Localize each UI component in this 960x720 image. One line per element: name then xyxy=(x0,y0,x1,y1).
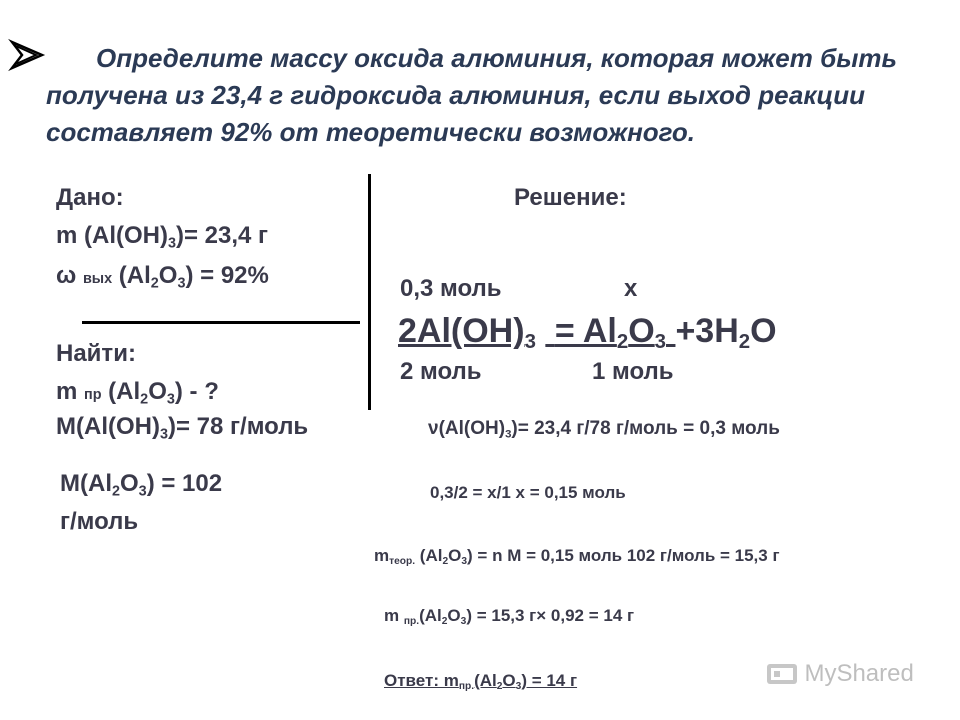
task-line-3: составляет 92% от теоретически возможного. xyxy=(46,117,696,147)
step-proportion: 0,3/2 = х/1 х = 0,15 моль xyxy=(430,483,626,502)
find-heading: Найти: xyxy=(56,340,136,367)
given-heading: Дано: xyxy=(56,184,124,211)
reaction-equation: $2Al(OH)_3 = Al_2O_3 +3H_2O$ xyxy=(398,312,777,354)
vertical-divider xyxy=(368,174,371,410)
find-mass: m пр $(Al_2O_3)$ - ? xyxy=(56,378,219,408)
step-amount: $\nu(Al(OH)_3)= 23,4$ г/78 г/моль = 0,3 моль xyxy=(428,418,780,441)
step-theoretical-mass: $m_{теор.}$ $(Al_2O_3) = n$ M = 0,15 моль 102 г/моль = 15,3 г xyxy=(374,546,780,568)
given-find-divider xyxy=(82,321,360,324)
watermark xyxy=(766,660,914,688)
moles-bottom-right: 1 моль xyxy=(592,358,674,385)
watermark-logo-icon xyxy=(766,660,800,688)
molar-mass-oxide: $M(Al_2O_3) = 102$ xyxy=(60,470,223,500)
task-statement xyxy=(46,40,946,151)
task-line-1: Определите массу оксида алюминия, которая может быть xyxy=(96,43,897,73)
step-practical-mass: m $_{пр.}(Al_2O_3) = 15,3$ г× 0,92 = 14 г xyxy=(384,606,635,628)
molar-mass-hydroxide: $M(Al(OH)_3)= 78$ г/моль xyxy=(56,413,309,443)
solution-heading: Решение: xyxy=(514,184,627,211)
arrow-bullet-icon xyxy=(8,38,48,72)
molar-mass-oxide-unit: г/моль xyxy=(60,508,139,535)
watermark-text: MyShared xyxy=(804,660,914,687)
task-line-2: получена из 23,4 г гидроксида алюминия, если выход реакции xyxy=(46,80,866,110)
moles-top-right: х xyxy=(624,275,638,302)
given-mass: m $(Al(OH)_3)= 23,4$ г xyxy=(56,222,269,252)
moles-bottom-left: 2 моль xyxy=(400,358,482,385)
answer: Ответ: $m_{пр.}(Al_2O_3) = 14$ г xyxy=(384,671,578,693)
moles-top-left: 0,3 моль xyxy=(400,275,502,302)
given-yield: ω вых $(Al_2O_3) = 92\%$ xyxy=(56,262,269,292)
